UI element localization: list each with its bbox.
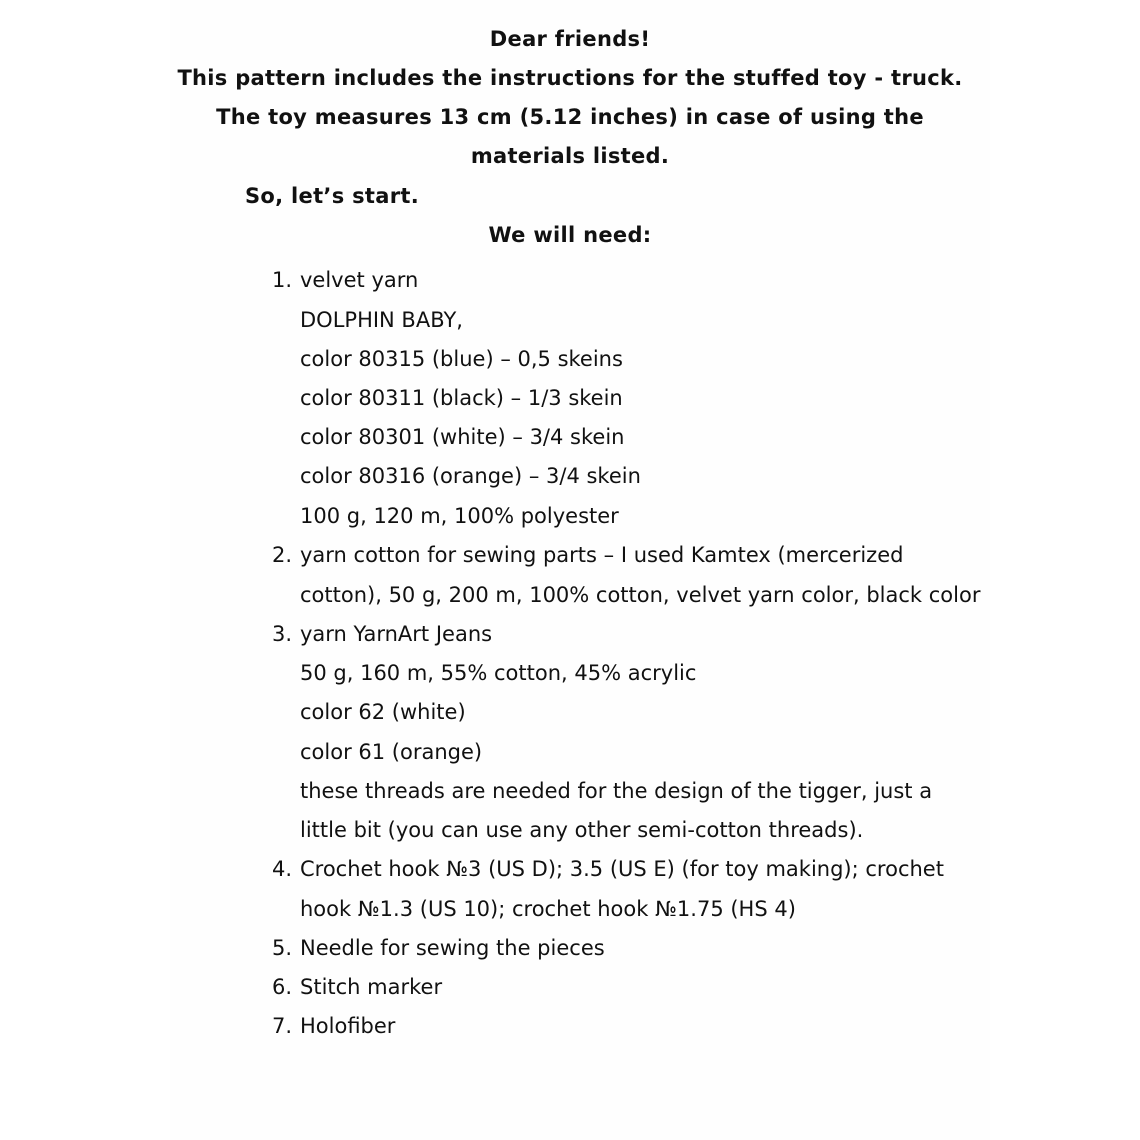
list-item-text: 50 g, 160 m, 55% cotton, 45% acrylic [300, 661, 697, 685]
list-item-text: yarn cotton for sewing parts – I used Kamtex (mercerized [300, 543, 904, 567]
greeting-heading: Dear friends! [489, 27, 651, 51]
we-will-need-heading: We will need: [488, 223, 652, 247]
list-item-text: 100 g, 120 m, 100% polyester [300, 504, 619, 528]
list-item-number: 4. [272, 857, 293, 881]
list-item-number: 6. [272, 975, 293, 999]
list-item-text: color 80301 (white) – 3/4 skein [300, 425, 625, 449]
list-item-text: color 62 (white) [300, 700, 466, 724]
list-item-text: Needle for sewing the pieces [300, 936, 605, 960]
list-item-text: color 80316 (orange) – 3/4 skein [300, 464, 641, 488]
list-item-text: color 80311 (black) – 1/3 skein [300, 386, 623, 410]
document-page [170, 0, 990, 1140]
list-item-number: 2. [272, 543, 293, 567]
list-item-text: DOLPHIN BABY, [300, 308, 463, 332]
list-item-text: Holofiber [300, 1014, 396, 1038]
start-line: So, let’s start. [245, 184, 419, 208]
list-item-text: cotton), 50 g, 200 m, 100% cotton, velvet yarn color, black color [300, 583, 981, 607]
list-item-number: 3. [272, 622, 293, 646]
list-item-text: yarn YarnArt Jeans [300, 622, 493, 646]
list-item-number: 5. [272, 936, 293, 960]
list-item-text: color 80315 (blue) – 0,5 skeins [300, 347, 623, 371]
list-item-text: color 61 (orange) [300, 740, 483, 764]
list-item-text: Crochet hook №3 (US D); 3.5 (US E) (for toy making); crochet [300, 857, 944, 881]
list-item-text: velvet yarn [300, 268, 419, 292]
list-item-text: Stitch marker [300, 975, 443, 999]
list-item-number: 7. [272, 1014, 293, 1038]
list-item-number: 1. [272, 268, 293, 292]
intro-line-1: This pattern includes the instructions for the stuffed toy - truck. [177, 66, 963, 90]
intro-line-3: materials listed. [470, 144, 670, 168]
list-item-text: these threads are needed for the design of the tigger, just a [300, 779, 933, 803]
intro-line-2: The toy measures 13 cm (5.12 inches) in case of using the [216, 105, 924, 129]
list-item-text: hook №1.3 (US 10); crochet hook №1.75 (HS 4) [300, 897, 796, 921]
list-item-text: little bit (you can use any other semi-cotton threads). [300, 818, 864, 842]
